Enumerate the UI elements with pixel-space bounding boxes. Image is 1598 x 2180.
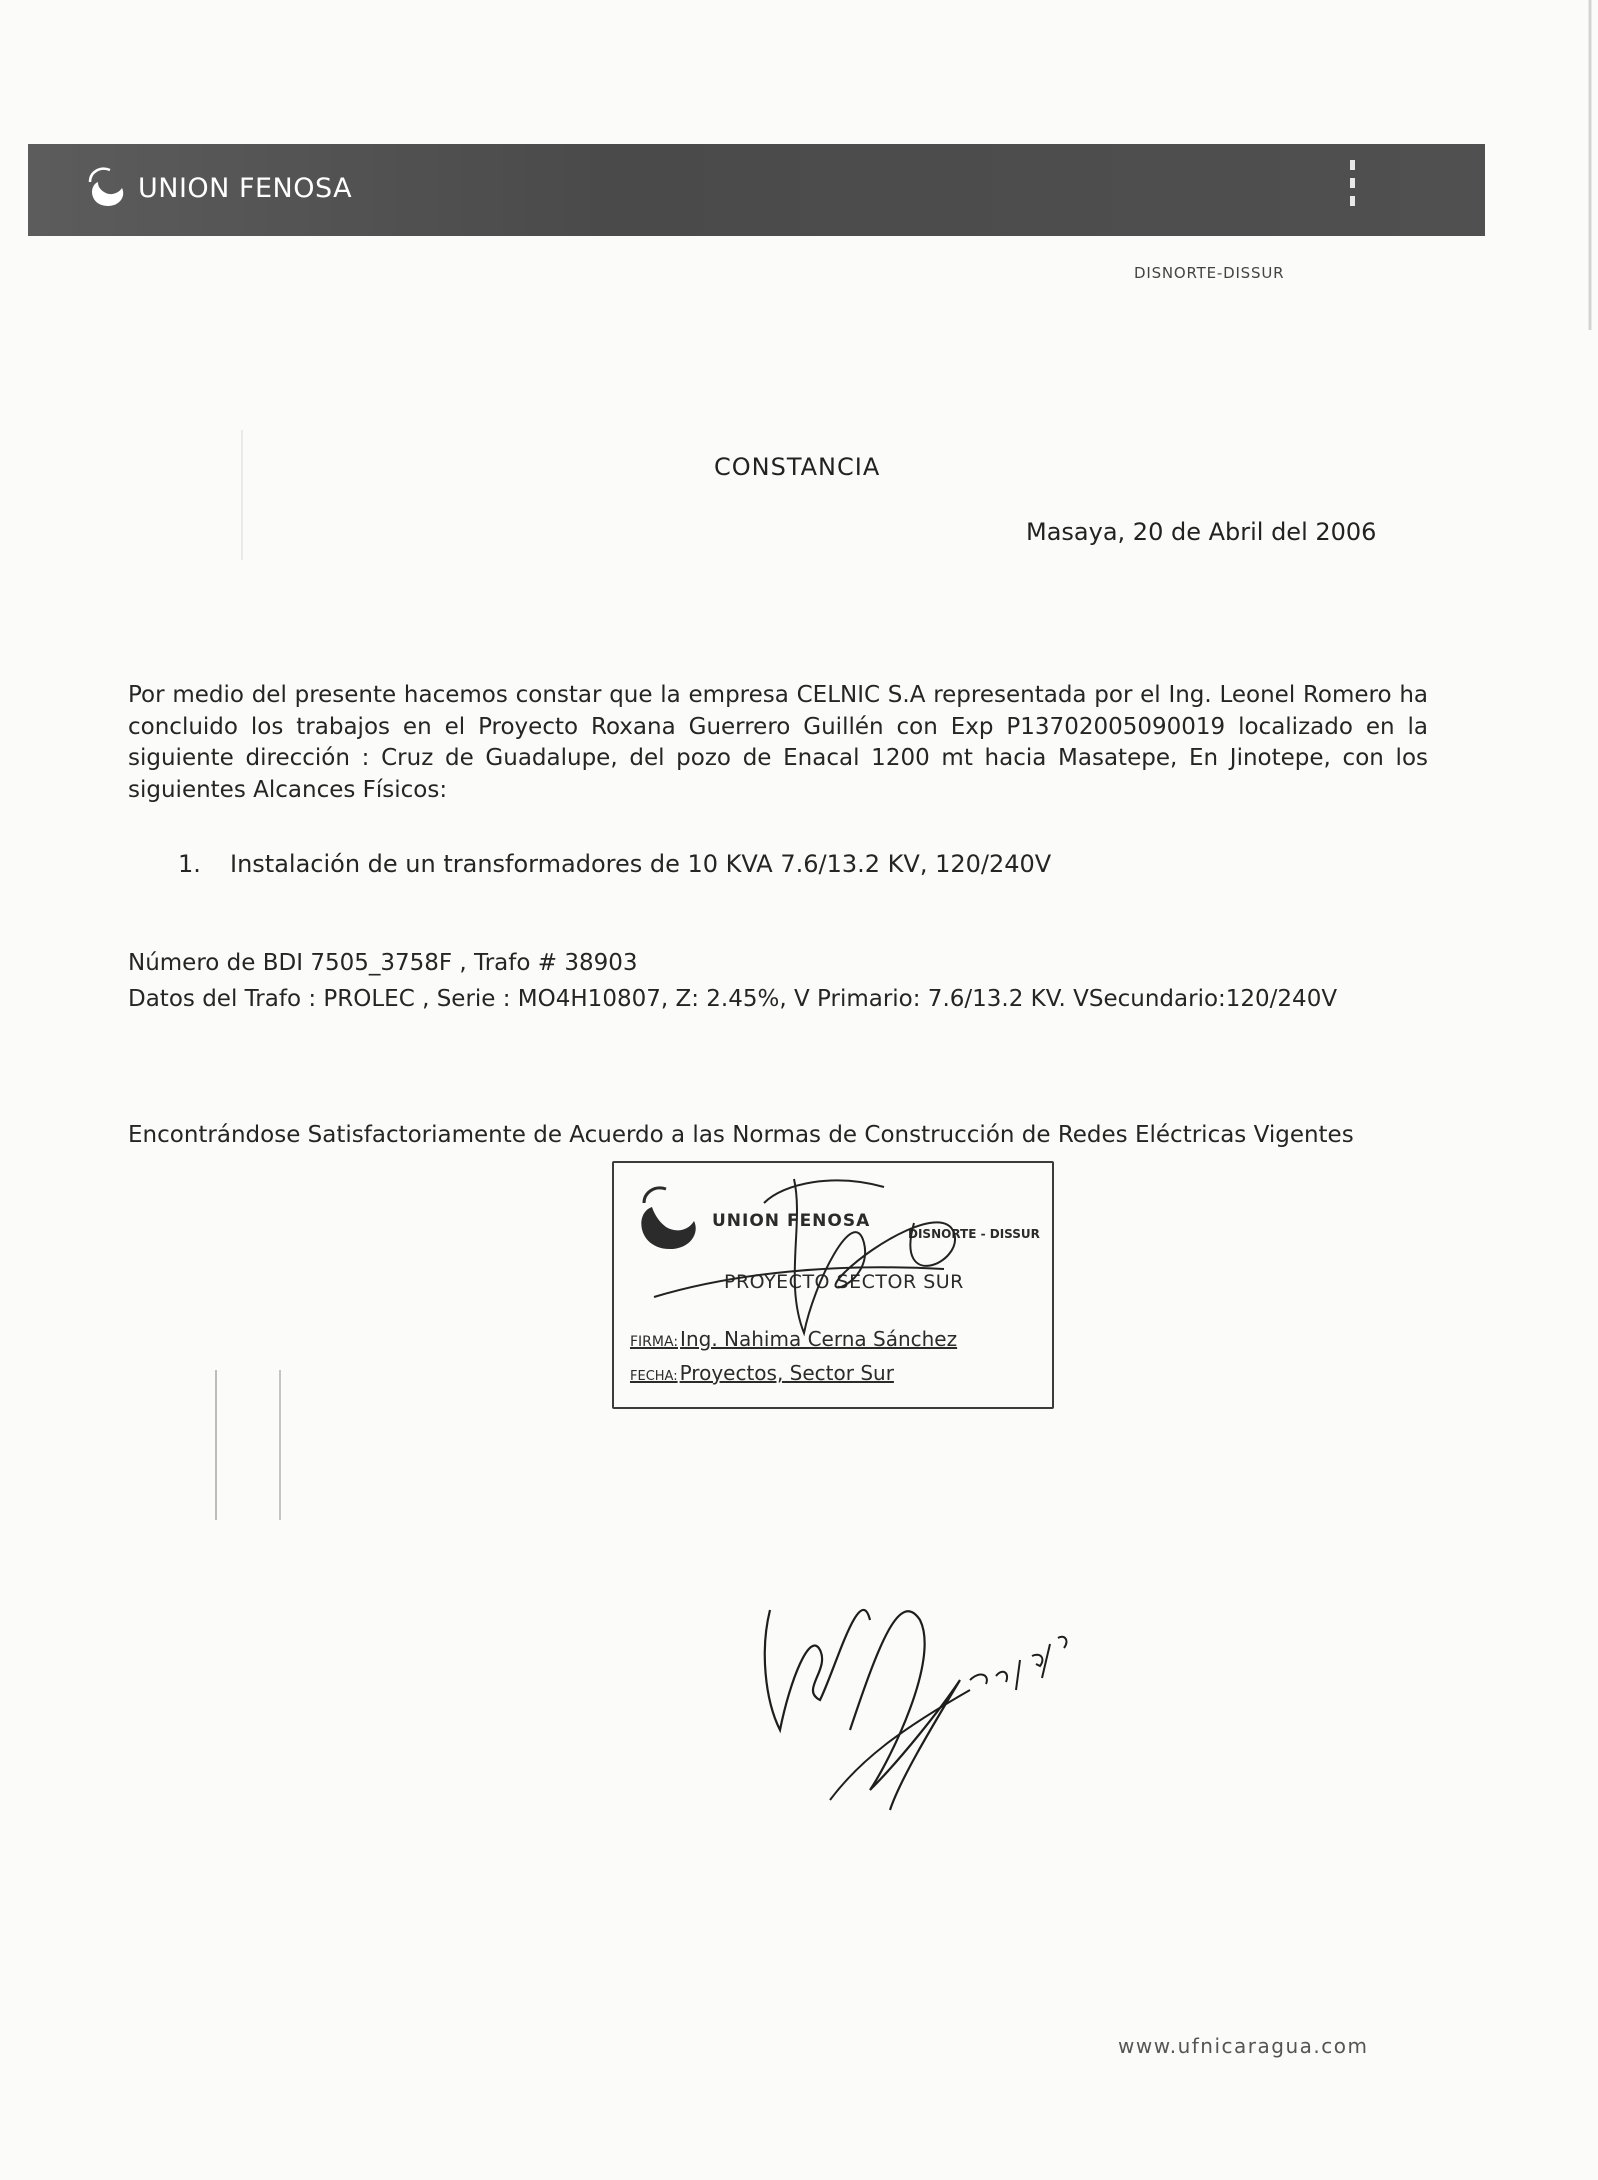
trafo-line: Datos del Trafo : PROLEC , Serie : MO4H10807, Z: 2.45%, V Primario: 7.6/13.2 KV. VSecundario:120/240V xyxy=(128,986,1338,1012)
list-item-number: 1. xyxy=(178,850,201,878)
document-title: CONSTANCIA xyxy=(714,453,881,481)
footer-website: www.ufnicaragua.com xyxy=(1118,2034,1369,2058)
bdi-line: Número de BDI 7505_3758F , Trafo # 38903 xyxy=(128,950,638,976)
stamp xyxy=(612,1161,1054,1409)
union-fenosa-logo-icon xyxy=(80,164,128,212)
stamp-department-label: FECHA: xyxy=(630,1369,678,1384)
stamp-project: PROYECTO SECTOR SUR xyxy=(724,1271,964,1293)
stamp-brand: UNION FENOSA xyxy=(712,1211,871,1231)
brand-name: UNION FENOSA xyxy=(138,172,353,204)
stamp-department-value: Proyectos, Sector Sur xyxy=(679,1361,894,1385)
list-item xyxy=(178,850,1051,878)
body-paragraph: Por medio del presente hacemos constar que la empresa CELNIC S.A representada por el Ing. Leonel Romero ha concluido los trabajos en el Proyecto Roxana Guerrero Guillén con Exp P13702005090019 localizado en la siguiente dirección : Cruz de Guadalupe, del pozo de Enacal 1200 mt hacia Masatepe, En Jinotepe, con los siguientes Alcances Físicos: xyxy=(128,682,1428,803)
list-item-text: Instalación de un transformadores de 10 KVA 7.6/13.2 KV, 120/240V xyxy=(230,850,1052,878)
stamp-signature-scribble xyxy=(614,1163,1052,1407)
document-date: Masaya, 20 de Abril del 2006 xyxy=(1026,518,1377,546)
header-bar-marks xyxy=(1350,160,1356,210)
stamp-division: DISNORTE - DISSUR xyxy=(908,1227,1040,1241)
division-name: DISNORTE-DISSUR xyxy=(1134,264,1285,282)
stamp-name-label: FIRMA: xyxy=(630,1334,679,1350)
handwritten-signature xyxy=(740,1560,1080,1820)
stamp-name-value: Ing. Nahima Cerna Sánchez xyxy=(680,1327,958,1351)
closing-sentence: Encontrándose Satisfactoriamente de Acuerdo a las Normas de Construcción de Redes Eléctricas Vigentes xyxy=(128,1122,1354,1148)
brand xyxy=(80,158,352,218)
